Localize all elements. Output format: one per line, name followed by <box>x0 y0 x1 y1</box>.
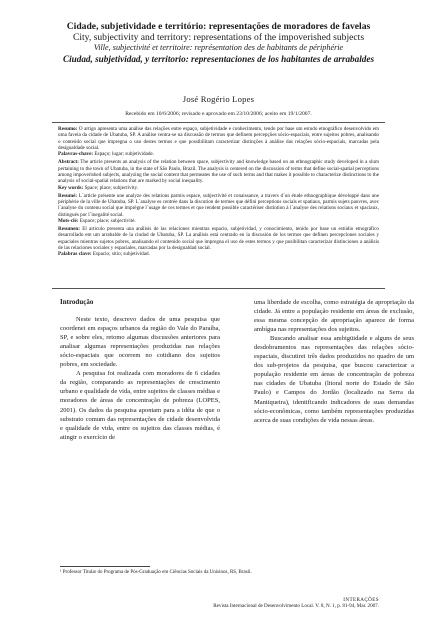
body-paragraph: Neste texto, descrevo dados de uma pesquisa que coordenei em espaços urbanos da região do Vale do Paraíba, SP, e sobre eles, retomo algumas discussões anteriores para analisar algumas representações produzidas nas relações sócio-espaciais que ocorrem no cotidiano dos sujeitos pobres, em sociedade. <box>60 316 220 369</box>
title-english: City, subjectivity and territory: representations of the impoverished subjects <box>72 31 365 43</box>
journal-name: INTERAÇÕES <box>343 597 379 603</box>
resumo-text: O artigo apresenta uma análise das relações entre espaço, subjetividade e conhecimento, tendo por base um estudo etnográfico desenvolvido em uma favela da cidade de Ubatuba, SP. A análise centra-se na discussão de termos que definem percepções sócio-espaciais, entre sujeitos pobres, analisando o conteúdo social que impregna o uso destes termos e que possibilitam caracterizar distinções à análise das relações sócio-espaciais, marcadas pela desigualdade social. <box>58 126 379 152</box>
keywords-label: Key words: <box>58 184 84 191</box>
title-portuguese: Cidade, subjetividade e território: representações de moradores de favelas <box>66 21 371 32</box>
title-block <box>14 22 423 64</box>
footnote: ¹ Professor Titular do Programa de Pós-Graduação em Ciências Sociais da Unisinos, RS, Brasil. <box>60 570 252 575</box>
body-paragraph: Buscando analisar essa ambigüidade e alguns de seus desdobramentos nas representações das relações sócio-espaciais, discutirei três dados produzidos no quadro de um dos sub-projetos da pesquisa, que buscou caracterizar a população residente em áreas de concentração de pobreza nas cidades de Ubatuba (litoral norte do Estado de São Paulo) e Campos do Jordão (localizado na Serra da Mantiqueira), identificando indicadores de suas demandas sócio-econômicas, como também representações produzidas acerca de suas condições de vida nessas áreas. <box>254 335 414 424</box>
abstract-text: The article presents an analysis of the relation between space, subjectivity and knowledge based on an ethnographic study developed in a slum pertaining to the town of Ubatuba, in the state of São Paulo, Brazil. The analysis is centered on the discussion of terms that define social-spatial perceptions among impoverished subjects, analyzing the social content that permeates the use of such terms and that makes it possible to characterize distinctions to the analysis of social-spatial relations that are marked by social inequality. <box>58 159 379 185</box>
keywords-text: Space; place; subjectivity. <box>84 184 139 191</box>
mots-cle-label: Mots-clé: <box>58 218 79 224</box>
author-name: José Rogério Lopes <box>182 94 255 104</box>
resumen-label: Resumen: <box>58 225 80 232</box>
palabras-clave-line <box>58 251 379 257</box>
palavras-chave-label: Palavras-chave: <box>58 151 94 158</box>
title-spanish: Ciudad, subjetividad, y territorio: representaciones de los habitantes de arrabaldes <box>62 53 375 64</box>
page-footer <box>58 597 379 610</box>
abstract-paragraph <box>58 159 379 184</box>
mots-cle-text: Espace; place; subjectivité. <box>79 218 136 224</box>
title-french: Ville, subjectivité et territoire: représentation des de habitants de périphérie <box>93 43 344 52</box>
footnote-divider <box>60 566 150 567</box>
resume-label: Resumé: <box>58 192 78 199</box>
top-divider <box>52 122 385 123</box>
resume-paragraph <box>58 193 379 218</box>
resume-text: L´article présente une analyze des relations parmis espace, subjectivité et conaissance, a travers d´un étude ethnographique développé dans une périphérie de la ville de Ubatuba, SP. L´analyse es centrée dans la discution de termes que défini perceptions socials et spatiaux, parmis sujets pauvres, avec l´analyse du contenu social que imprègne l´usage de ces termes et que rendent possible caractériser distintion à l´analyse des relations sociaux et spaciaux, distingués por l´inegalité social. <box>58 192 379 218</box>
body-column-left <box>60 298 220 442</box>
abstracts-block <box>58 126 379 258</box>
body-paragraph: uma liberdade de escolha, como estratégia de apropriação da cidade. Já entre a população residente em áreas de exclusão, essa mesma concepção de apropriação aparece de forma ambígua nas representações dos sujeitos. <box>254 299 414 334</box>
resumen-paragraph <box>58 226 379 251</box>
journal-citation: Revista Internacional de Desenvolvimento Local. V. 8, N. 1, p. 81-94, Mar. 2007. <box>213 603 379 610</box>
resumo-label: Resumo: <box>58 126 78 132</box>
bottom-divider <box>52 288 385 289</box>
body-paragraph: A pesquisa foi realizada com moradores de 6 cidades da região, comparando as representações de crescimento urbano e qualidade de vida, entre sujeitos de classes médias e moradores de áreas de concentração de pobreza (LOPES, 2001). Os dados da pesquisa apontam para a idéia de que o substrato comum das representações de cidade desenvolvida e qualidade de vida, entre os sujeitos das classes médias, é atingir o exercício de <box>60 370 220 441</box>
palabras-clave-label: Palabras clave: <box>58 251 92 258</box>
body-column-right <box>254 298 414 425</box>
abstract-label: Abstract: <box>58 159 79 166</box>
palavras-chave-text: Espaço; lugar; subjetividade. <box>94 151 154 158</box>
palabras-clave-text: Espacio; sitio; subjetividad. <box>92 251 150 258</box>
resumo-paragraph <box>58 126 379 151</box>
resumen-text: El articulo presenta una análisis de las relaciones mientras espacio, subjetividad, y conocimiento, tenido por base un estúdio etnográfico desarrollado em um arrabalde de la ciudad de Ubatuba, SP. La análisis está centrado en la discusión de los termos que definen percepciones sociales y espaciales mientras sujetos pobres, analisando el contenido social que impregna el uso de estes termos y que posibilitan caracterizar distinciones a análisis de las relaciones sociales y espaciales, marcadas por la desigualdad social. <box>58 225 379 251</box>
submission-dates: Recebido em 10/6/2006; revisado e aprovado em 23/10/2006; aceito em 19/1/2007. <box>125 111 312 117</box>
section-heading: Introdução <box>60 298 94 306</box>
